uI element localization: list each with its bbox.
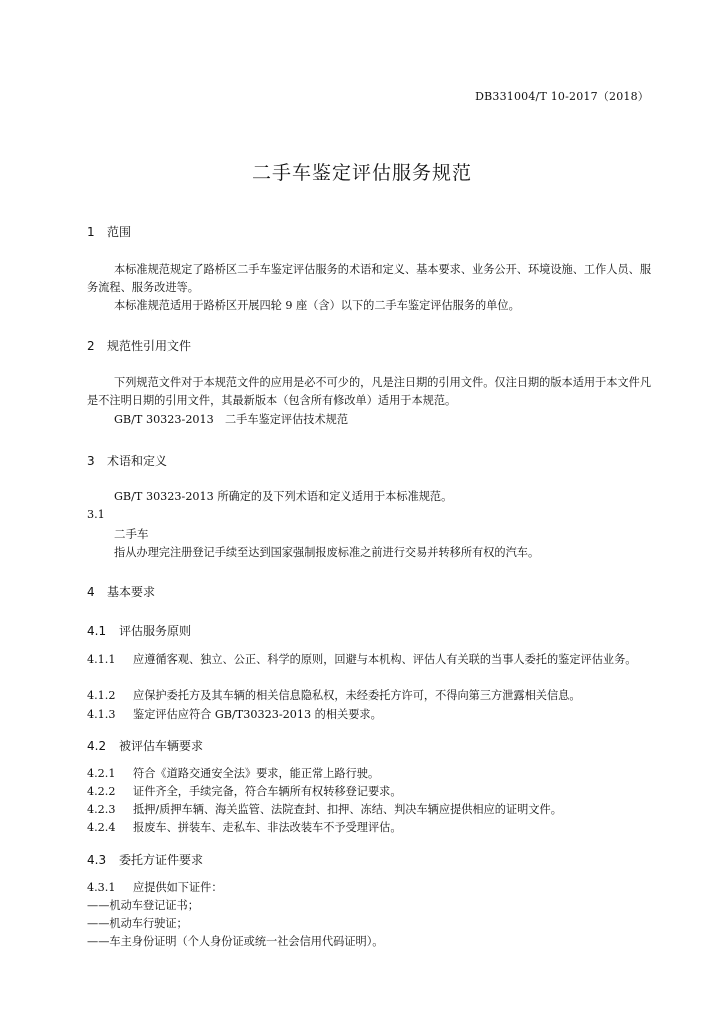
section-title: 基本要求 (107, 585, 156, 599)
subsection-heading-4-2 (87, 737, 203, 754)
section-number: 3 (87, 454, 95, 468)
section-title: 评估服务原则 (119, 624, 192, 638)
section-number: 4.1 (87, 624, 107, 638)
paragraph: 本标准规范规定了路桥区二手车鉴定评估服务的术语和定义、基本要求、业务公开、环境设施、工作人员、服务流程、服务改进等。 (87, 263, 652, 294)
clause-number: 4.3.1 (87, 881, 116, 894)
clause-number: 4.2.4 (87, 821, 116, 834)
clause-4-2-3 (87, 801, 562, 819)
clause-text: 抵押/质押车辆、海关监管、法院查封、扣押、冻结、判决车辆应提供相应的证明文件。 (133, 803, 562, 816)
section-heading-3 (87, 452, 167, 469)
clause-text: 应保护委托方及其车辆的相关信息隐私权，未经委托方许可，不得向第三方泄露相关信息。 (133, 689, 581, 702)
section-title: 被评估车辆要求 (119, 739, 204, 753)
term: 二手车 (114, 527, 149, 541)
section-number: 2 (87, 339, 95, 353)
term-definition: 指从办理完注册登记手续至达到国家强制报废标准之前进行交易并转移所有权的汽车。 (114, 546, 540, 559)
clause-number: 4.2.2 (87, 785, 116, 798)
clause-number: 4.2.1 (87, 767, 116, 780)
section-title: 术语和定义 (107, 454, 168, 468)
subclause-number: 3.1 (87, 508, 105, 521)
clause-number: 4.1.3 (87, 708, 116, 721)
section-title: 规范性引用文件 (107, 339, 192, 353)
clause-4-1-1 (87, 651, 659, 669)
clause-4-1-2 (87, 687, 581, 705)
document-code: DB331004/T 10-2017（2018） (475, 90, 649, 103)
clause-4-3-1 (87, 879, 223, 897)
paragraph: GB/T 30323-2013 所确定的及下列术语和定义适用于本标准规范。 (114, 490, 453, 503)
subsection-heading-4-1 (87, 622, 191, 639)
clause-number: 4.2.3 (87, 803, 116, 816)
clause-text: 报废车、拼装车、走私车、非法改装车不予受理评估。 (133, 821, 402, 834)
document-title: 二手车鉴定评估服务规范 (251, 162, 472, 184)
section-heading-1 (87, 223, 131, 240)
list-item: ——车主身份证明（个人身份证或统一社会信用代码证明）。 (87, 935, 384, 948)
clause-text: 符合《道路交通安全法》要求，能正常上路行驶。 (133, 767, 380, 780)
section-number: 4.2 (87, 739, 107, 753)
section-heading-2 (87, 337, 191, 354)
clause-text: 应遵循客观、独立、公正、科学的原则，回避与本机构、评估人有关联的当事人委托的鉴定评估业务。 (133, 653, 637, 666)
normative-reference: GB/T 30323-2013 二手车鉴定评估技术规范 (114, 413, 349, 426)
section-heading-4 (87, 583, 155, 600)
clause-text: 鉴定评估应符合 GB/T30323-2013 的相关要求。 (133, 708, 382, 721)
section-title: 范围 (107, 225, 132, 239)
clause-text: 证件齐全，手续完备，符合车辆所有权转移登记要求。 (133, 785, 402, 798)
clause-number: 4.1.2 (87, 689, 116, 702)
clause-4-2-2 (87, 783, 402, 801)
section-number: 1 (87, 225, 95, 239)
clause-4-2-4 (87, 819, 402, 837)
section-number: 4 (87, 585, 95, 599)
paragraph: 下列规范文件对于本规范文件的应用是必不可少的，凡是注日期的引用文件。仅注日期的版本适用于本文件凡是不注明日期的引用文件，其最新版本（包含所有修改单）适用于本规范。 (87, 376, 652, 407)
clause-4-2-1 (87, 765, 379, 783)
list-item: ——机动车登记证书； (87, 899, 199, 912)
subsection-heading-4-3 (87, 851, 203, 868)
list-item: ——机动车行驶证； (87, 917, 188, 930)
section-number: 4.3 (87, 853, 107, 867)
clause-text: 应提供如下证件： (133, 881, 223, 894)
clause-4-1-3 (87, 706, 382, 724)
section-title: 委托方证件要求 (119, 853, 204, 867)
clause-number: 4.1.1 (87, 653, 116, 666)
paragraph: 本标准规范适用于路桥区开展四轮 9 座（含）以下的二手车鉴定评估服务的单位。 (114, 299, 520, 312)
